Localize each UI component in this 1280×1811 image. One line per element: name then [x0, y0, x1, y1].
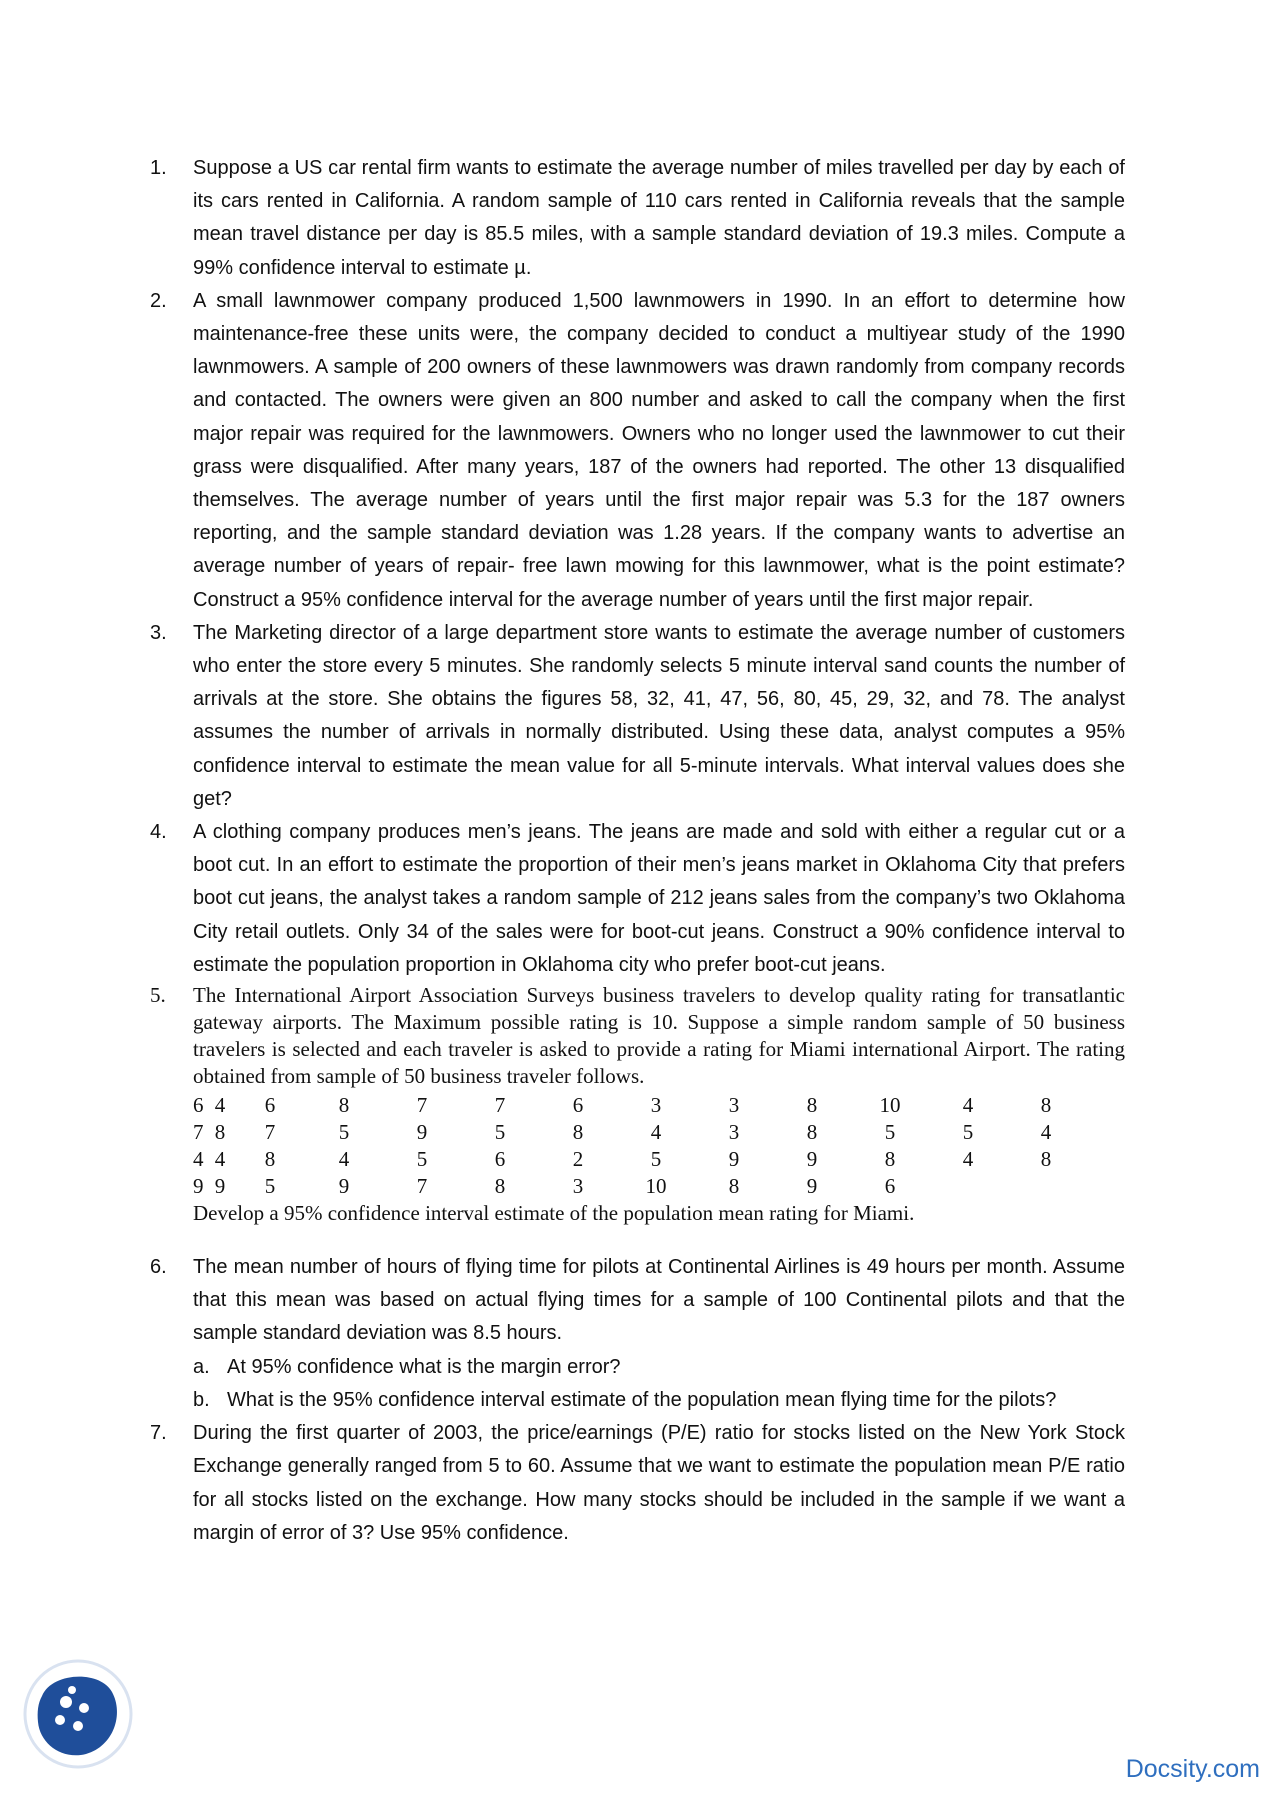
sub-question-letter: b.	[193, 1388, 210, 1411]
problem-text: The Marketing director of a large department store wants to estimate the average number of customers who enter the store every 5 minutes. She randomly selects 5 minute interval sand counts the number of arrivals at the store. She obtains the figures 58, 32, 41, 47, 56, 80, 45, 29, 32, and 78. The analyst assumes the number of arrivals in normally distributed. Using these data, analyst computes a 95% confidence interval to estimate the mean value for all 5-minute intervals. What interval values does she get?	[193, 621, 1125, 810]
docsity-brand-link[interactable]: Docsity.com	[1125, 1755, 1260, 1783]
problem-number: 2.	[150, 289, 167, 312]
rating-cell: 4	[962, 1093, 974, 1118]
rating-cell: 9	[806, 1174, 818, 1199]
rating-cell: 8	[494, 1174, 506, 1199]
problem-number: 4.	[150, 821, 167, 844]
rating-cell: 7	[264, 1120, 276, 1145]
rating-cell: 4	[1040, 1120, 1052, 1145]
sub-question-text: What is the 95% confidence interval estimate of the population mean flying time for the pilots?	[227, 1388, 1057, 1411]
rating-cell: 7	[193, 1120, 204, 1145]
problem-1	[150, 152, 1125, 285]
rating-cell: 9	[214, 1174, 226, 1199]
rating-cell: 5	[338, 1120, 350, 1145]
rating-cell: 9	[193, 1174, 204, 1199]
rating-cell: 8	[572, 1120, 584, 1145]
ratings-body	[193, 1092, 1085, 1200]
problem-number: 6.	[150, 1256, 167, 1279]
problem-text: The mean number of hours of flying time for pilots at Continental Airlines is 49 hours per month. Assume that this mean was based on actual flying times for a sample of 100 Continental pilots and that the sample standard deviation was 8.5 hours.	[193, 1256, 1125, 1345]
ratings-row	[193, 1119, 1085, 1146]
rating-cell: 4	[193, 1147, 204, 1172]
sub-question-list	[193, 1351, 1125, 1417]
problem-number: 7.	[150, 1422, 167, 1445]
rating-cell: 9	[338, 1174, 350, 1199]
problem-number: 1.	[150, 157, 167, 179]
problem-text: A small lawnmower company produced 1,500 lawnmowers in 1990. In an effort to determine how maintenance-free these units were, the company decided to conduct a multiyear study of the 1990 lawnmowers. A sample of 200 owners of these lawnmowers was drawn randomly from company records and contacted. The owners were given an 800 number and asked to call the company when the first major repair was required for the lawnmowers. Owners who no longer used the lawnmower to cut their grass were disqualified. After many years, 187 of the owners had reported. The other 13 disqualified themselves. The average number of years until the first major repair was 5.3 for the 187 owners reporting, and the sample standard deviation was 1.28 years. If the company wants to advertise an average number of years of repair- free lawn mowing for this lawnmower, what is the point estimate? Construct a 95% confidence interval for the average number of years until the first major repair.	[193, 289, 1125, 611]
problem-5	[150, 982, 1125, 1251]
rating-cell: 9	[416, 1120, 428, 1145]
rating-cell: 5	[416, 1147, 428, 1172]
rating-cell: 8	[806, 1120, 818, 1145]
sub-question-b	[193, 1384, 1125, 1417]
rating-cell: 4	[962, 1147, 974, 1172]
ratings-row	[193, 1146, 1085, 1173]
rating-cell: 6	[193, 1093, 204, 1118]
rating-cell: 8	[338, 1093, 350, 1118]
rating-cell: 3	[728, 1120, 740, 1145]
rating-cell: 4	[650, 1120, 662, 1145]
docsity-logo-icon[interactable]	[22, 1658, 134, 1770]
sub-question-letter: a.	[193, 1355, 210, 1378]
problem-number: 5.	[150, 983, 166, 1008]
rating-cell: 9	[806, 1147, 818, 1172]
rating-cell: 7	[494, 1093, 506, 1118]
sub-question-a	[193, 1351, 1125, 1384]
rating-cell: 5	[650, 1147, 662, 1172]
rating-cell: 4	[214, 1147, 226, 1172]
rating-cell	[1007, 1173, 1085, 1200]
docsity-logo-graphic	[22, 1658, 134, 1770]
rating-cell: 5	[884, 1120, 896, 1145]
rating-cell: 3	[728, 1093, 740, 1118]
problem-2	[150, 285, 1125, 617]
problem-question: Develop a 95% confidence interval estimate of the population mean rating for Miami.	[193, 1201, 915, 1226]
rating-cell: 4	[214, 1093, 226, 1118]
problem-text: During the first quarter of 2003, the price/earnings (P/E) ratio for stocks listed on the New York Stock Exchange generally ranged from 5 to 60. Assume that we want to estimate the population mean P/E ratio for all stocks listed on the exchange. How many stocks should be included in the sample if we want a margin of error of 3? Use 95% confidence.	[193, 1422, 1125, 1544]
rating-cell: 2	[572, 1147, 584, 1172]
problem-list	[150, 152, 1125, 1550]
rating-cell	[929, 1173, 1007, 1200]
rating-cell: 8	[806, 1093, 818, 1118]
rating-cell: 8	[1040, 1147, 1052, 1172]
sub-question-text: At 95% confidence what is the margin error?	[227, 1355, 621, 1378]
rating-cell: 6	[494, 1147, 506, 1172]
problem-4	[150, 816, 1125, 982]
rating-cell: 9	[728, 1147, 740, 1172]
problem-text: A clothing company produces men’s jeans. The jeans are made and sold with either a regular cut or a boot cut. In an effort to estimate the proportion of their men’s jeans market in Oklahoma City that prefers boot cut jeans, the analyst takes a random sample of 212 jeans sales from the company’s two Oklahoma City retail outlets. Only 34 of the sales were for boot-cut jeans. Construct a 90% confidence interval to estimate the population proportion in Oklahoma city who prefer boot-cut jeans.	[193, 821, 1125, 976]
rating-cell: 10	[879, 1093, 901, 1118]
rating-cell: 8	[1040, 1093, 1052, 1118]
ratings-row	[193, 1092, 1085, 1119]
rating-cell: 8	[728, 1174, 740, 1199]
rating-cell: 6	[572, 1093, 584, 1118]
problem-text: Suppose a US car rental firm wants to estimate the average number of miles travelled per day by each of its cars rented in California. A random sample of 110 cars rented in California reveals that the sample mean travel distance per day is 85.5 miles, with a sample standard deviation of 19.3 miles. Compute a 99% confidence interval to estimate µ.	[193, 157, 1125, 279]
rating-cell: 7	[416, 1174, 428, 1199]
rating-cell: 4	[338, 1147, 350, 1172]
ratings-row	[193, 1173, 1085, 1200]
rating-cell: 3	[650, 1093, 662, 1118]
rating-cell: 5	[962, 1120, 974, 1145]
rating-cell: 10	[645, 1174, 667, 1199]
rating-cell: 3	[572, 1174, 584, 1199]
rating-cell: 8	[884, 1147, 896, 1172]
problem-number: 3.	[150, 621, 167, 644]
problem-3	[150, 617, 1125, 816]
rating-cell: 6	[884, 1174, 896, 1199]
problem-6	[150, 1251, 1125, 1417]
problem-7	[150, 1417, 1125, 1550]
rating-cell: 5	[494, 1120, 506, 1145]
rating-cell: 7	[416, 1093, 428, 1118]
rating-cell: 5	[264, 1174, 276, 1199]
rating-cell: 8	[214, 1120, 226, 1145]
ratings-table	[193, 1092, 1085, 1200]
spacer	[193, 1227, 1125, 1251]
rating-cell: 8	[264, 1147, 276, 1172]
problem-text: The International Airport Association Surveys business travelers to develop quality rating for transatlantic gateway airports. The Maximum possible rating is 10. Suppose a simple random sample of 50 business travelers is selected and each traveler is asked to provide a rating for Miami international Airport. The rating obtained from sample of 50 business traveler follows.	[193, 983, 1125, 1089]
rating-cell: 6	[264, 1093, 276, 1118]
